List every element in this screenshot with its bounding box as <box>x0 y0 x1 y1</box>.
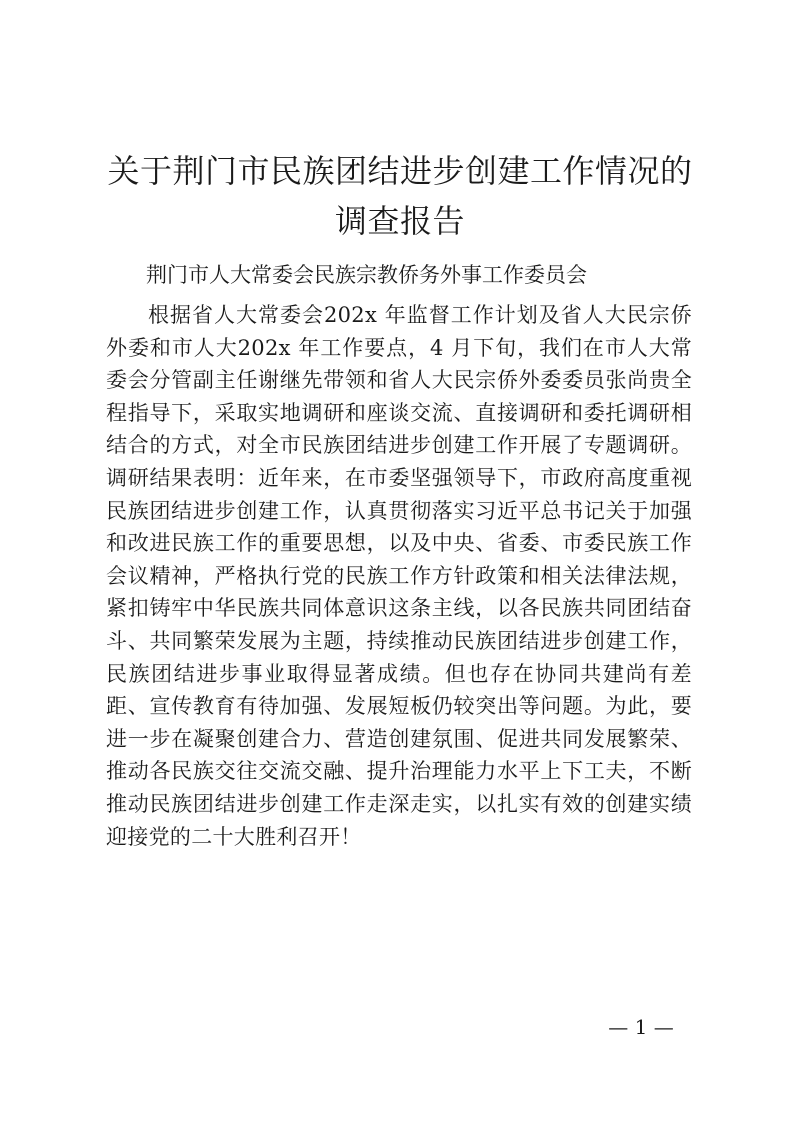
page-number: — 1 — <box>608 1015 674 1039</box>
organization-name: 荆门市人大常委会民族宗教侨务外事工作委员会 <box>146 263 587 287</box>
document-title: 关于荆门市民族团结进步创建工作情况的调查报告 <box>107 152 693 240</box>
body-paragraph: 根据省人大常委会202x 年监督工作计划及省人大民宗侨外委和市人大202x 年工作要点，4 月下旬，我们在市人大常委会分管副主任谢继先带领和省人大民宗侨外委委员张尚贵全程指导下，采取实地调研和座谈交流、直接调研和委托调研相结合的方式，对全市民族团结进步创建工作开展了专题调研。调研结果表明：近年来，在市委坚强领导下，市政府高度重视民族团结进步创建工作，认真贯彻落实习近平总书记关于加强和改进民族工作的重要思想，以及中央、省委、市委民族工作会议精神，严格执行党的民族工作方针政策和相关法律法规，紧扣铸牢中华民族共同体意识这条主线，以各民族共同团结奋斗、共同繁荣发展为主题，持续推动民族团结进步创建工作，民族团结进步事业取得显著成绩。但也存在协同共建尚有差距、宣传教育有待加强、发展短板仍较突出等问题。为此，要进一步在凝聚创建合力、营造创建氛围、促进共同发展繁荣、推动各民族交往交流交融、提升治理能力水平上下工夫，不断推动民族团结进步创建工作走深走实，以扎实有效的创建实绩迎接党的二十大胜利召开！ <box>106 303 692 849</box>
